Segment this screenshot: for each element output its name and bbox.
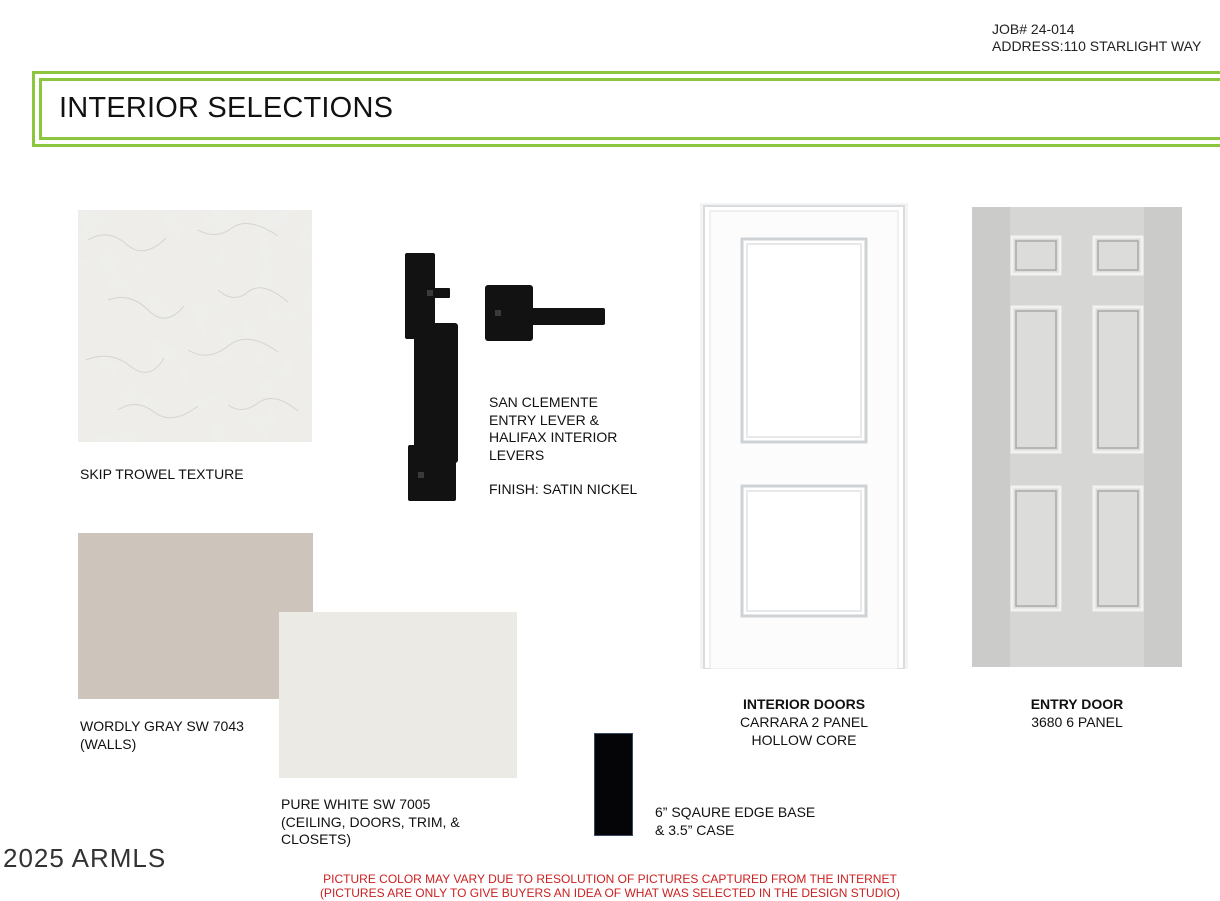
interior-doors-detail: CARRARA 2 PANEL HOLLOW CORE <box>739 714 869 748</box>
skip-trowel-texture-image <box>78 210 312 442</box>
wordly-gray-swatch <box>78 533 313 699</box>
watermark: 2025 ARMLS <box>3 843 167 873</box>
page-title: INTERIOR SELECTIONS <box>59 92 394 124</box>
wall-paint-label: WORDLY GRAY SW 7043 (WALLS) <box>80 718 244 752</box>
hardware-label: SAN CLEMENTE ENTRY LEVER & HALIFAX INTERIOR LEVERS <box>489 394 618 463</box>
base-trim-sample <box>594 733 633 836</box>
interior-doors-title: INTERIOR DOORS <box>742 696 866 712</box>
texture-label: SKIP TROWEL TEXTURE <box>80 466 244 482</box>
interior-door-image <box>700 203 908 669</box>
door-hardware-image <box>400 250 618 505</box>
footer-note-line-2: (PICTURES ARE ONLY TO GIVE BUYERS AN IDEA OF WHAT WAS SELECTED IN THE DESIGN STUDIO) <box>319 886 901 900</box>
address: ADDRESS:110 STARLIGHT WAY <box>992 38 1202 54</box>
footer-note-line-1: PICTURE COLOR MAY VARY DUE TO RESOLUTION OF PICTURES CAPTURED FROM THE INTERNET <box>323 872 897 886</box>
job-number: JOB# 24-014 <box>992 21 1075 37</box>
entry-door-title: ENTRY DOOR <box>1030 696 1124 712</box>
trim-paint-label: PURE WHITE SW 7005 (CEILING, DOORS, TRIM, & CLOSETS) <box>281 796 460 847</box>
hardware-finish: FINISH: SATIN NICKEL <box>489 481 638 497</box>
entry-door-detail: 3680 6 PANEL <box>1031 714 1123 730</box>
job-info <box>992 21 1201 55</box>
pure-white-swatch <box>279 612 517 778</box>
entry-door-image <box>972 207 1182 667</box>
base-case-label: 6” SQAURE EDGE BASE & 3.5” CASE <box>655 804 816 838</box>
